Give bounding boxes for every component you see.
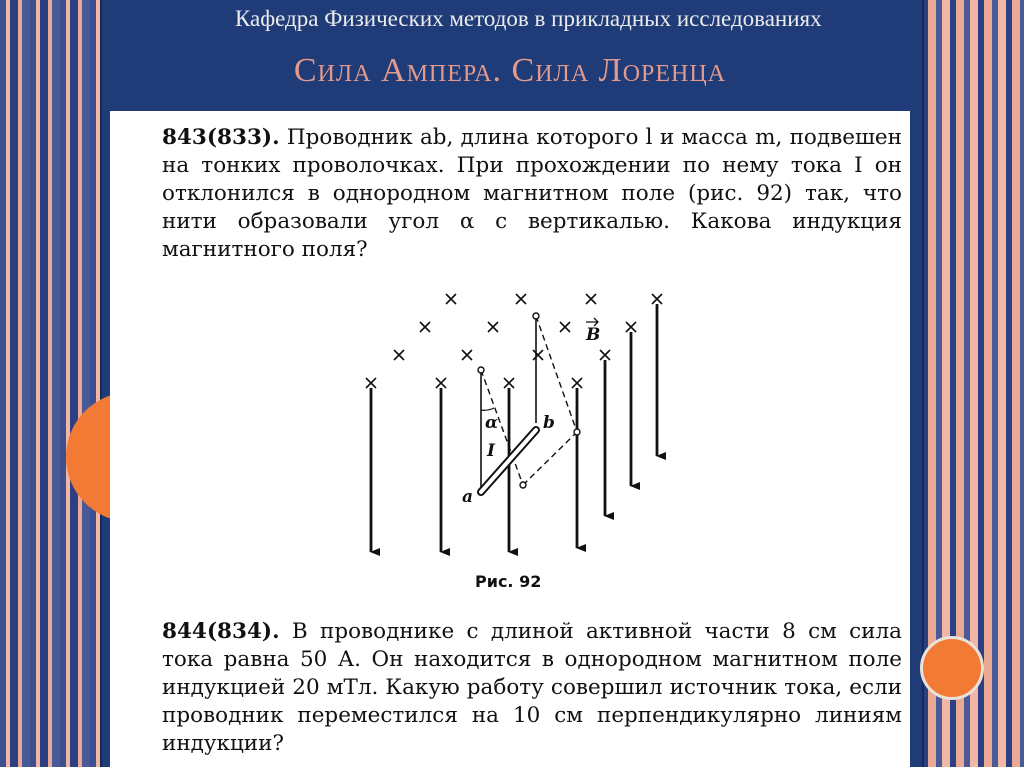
problem-number: 844(834). <box>162 619 280 644</box>
figure-92 <box>340 280 680 570</box>
orange-circle-right-decoration <box>920 636 984 700</box>
current-label: I <box>487 441 495 461</box>
problem-844 <box>162 618 902 758</box>
field-label-b: B <box>586 325 601 345</box>
angle-label: α <box>485 413 499 433</box>
problem-843 <box>162 124 902 264</box>
figure-caption: Рис. 92 <box>475 572 542 591</box>
end-label-b: b <box>543 413 555 433</box>
problem-text: Проводник ab, длина которого l и масса m, подвешен на тонких проволочках. При прохождении по нему тока I он отклонился в однородном магнитном поле (рис. 92) так, что нити образовали угол α с вертикалью. Какова индукция магнитного поля? <box>162 125 902 262</box>
department-header: Кафедра Физических методов в прикладных исследованиях <box>235 6 822 31</box>
suspended-conductor <box>478 313 580 492</box>
field-lines <box>371 304 657 552</box>
problem-number: 843(833). <box>162 125 280 150</box>
problem-text: В проводнике с длиной активной части 8 см сила тока равна 50 А. Он находится в однородном магнитном поле индукцией 20 мТл. Какую работу совершил источник тока, если проводник переместился на 10 см перпендикулярно линиям индукции? <box>162 619 902 756</box>
end-label-a: a <box>462 487 474 507</box>
slide-title: Сила Ампера. Сила Лоренца <box>293 52 727 89</box>
field-crosses <box>366 294 662 388</box>
